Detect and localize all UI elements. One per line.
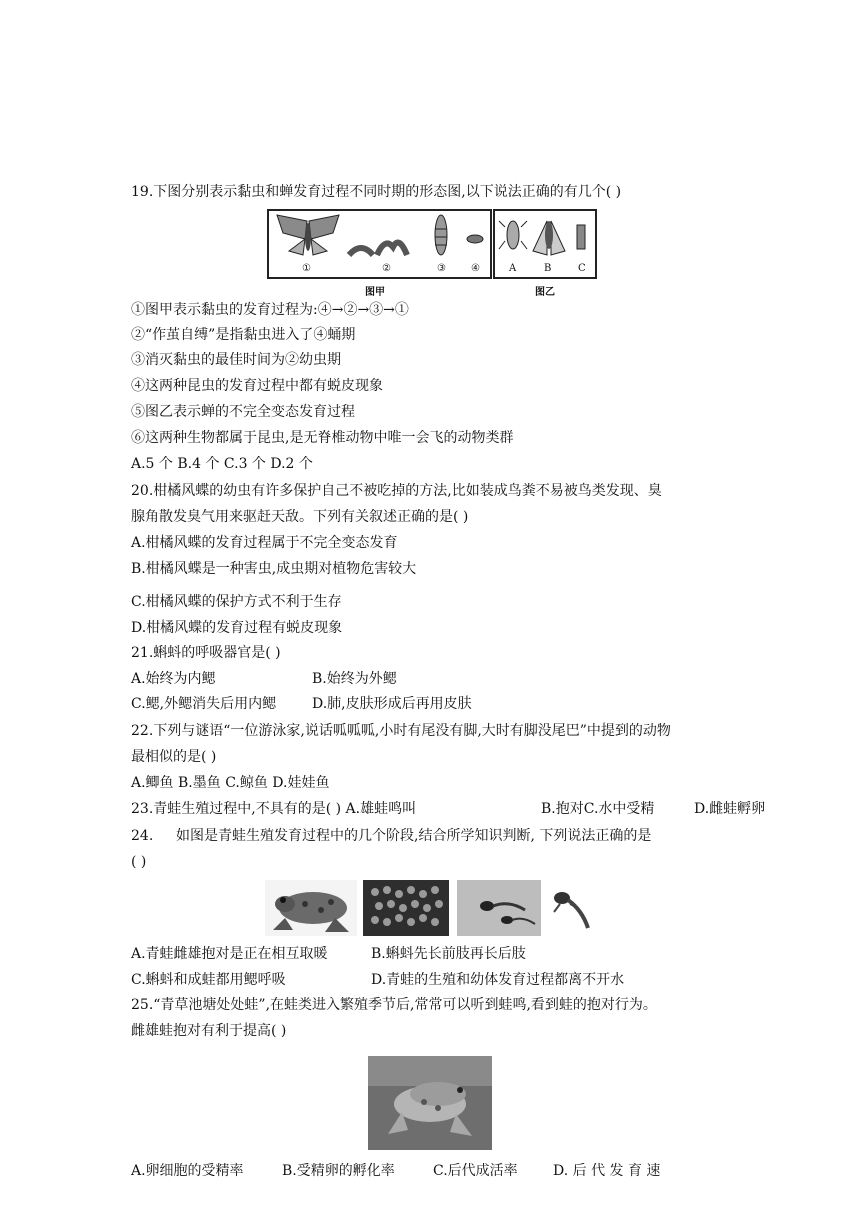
q19-statement-5: ⑤图乙表示蝉的不完全变态发育过程	[131, 404, 355, 420]
adult-frog-photo	[265, 880, 357, 936]
frog-eggs-photo	[363, 880, 449, 936]
q24-stem: 如图是青蛙生殖发育过程中的几个阶段,结合所学知识判断, 下列说法正确的是	[176, 828, 652, 844]
q20-stem-line1: 20.柑橘风蝶的幼虫有许多保护自己不被吃掉的方法,比如装成鸟粪不易被鸟类发现、臭	[131, 483, 662, 499]
q20-option-d: D.柑橘风蝶的发育过程有蜕皮现象	[131, 620, 343, 636]
label-4: ④	[471, 263, 480, 274]
q25-option-b: B.受精卵的孵化率	[282, 1163, 395, 1179]
label-c: C	[578, 263, 586, 274]
q22-stem-line1: 22.下列与谜语“一位游泳家,说话呱呱呱,小时有尾没有脚,大时有脚没尾巴”中提到的动物	[131, 723, 671, 739]
label-a: A	[509, 263, 517, 274]
q19-statement-2: ②“作茧自缚”是指黏虫进入了④蛹期	[131, 327, 356, 343]
q23-option-b: B.抱对C.水中受精	[541, 801, 655, 817]
moth-adult-icon	[277, 215, 339, 255]
q19-statement-6: ⑥这两种生物都属于昆虫,是无脊椎动物中唯一会飞的动物类群	[131, 430, 514, 446]
q19-figure	[267, 209, 597, 299]
froglet-photo	[548, 880, 596, 936]
label-1: ①	[302, 263, 311, 274]
q22-stem-line2: 最相似的是( )	[131, 749, 217, 765]
froglet-icon	[548, 880, 596, 936]
caption-yi: 图乙	[535, 287, 555, 298]
q21-stem: 21.蝌蚪的呼吸器官是( )	[131, 645, 281, 661]
q19-statement-3: ③消灭黏虫的最佳时间为②幼虫期	[131, 352, 341, 368]
q25-stem-line2: 雌雄蛙抱对有利于提高( )	[131, 1023, 287, 1039]
egg-mass-icon	[363, 880, 449, 936]
q23-option-d: D.雌蛙孵卵	[694, 801, 766, 817]
figure-yi-box	[493, 209, 597, 279]
q24-option-c: C.蝌蚪和成蛙都用鳃呼吸	[131, 972, 286, 988]
q20-option-c: C.柑橘风蝶的保护方式不利于生存	[131, 594, 342, 610]
q20-option-b: B.柑橘风蝶是一种害虫,成虫期对植物危害较大	[131, 561, 417, 577]
q24-option-b: B.蝌蚪先长前肢再长后肢	[371, 946, 526, 962]
q20-stem-line2: 腺角散发臭气用来驱赶天敌。下列有关叙述正确的是( )	[131, 509, 469, 525]
caption-jia: 图甲	[365, 287, 385, 298]
tadpole-icon	[457, 880, 541, 936]
figure-jia-box	[267, 209, 492, 279]
q21-option-b: B.始终为外鳃	[312, 671, 397, 687]
q23-stem: 23.青蛙生殖过程中,不具有的是( ) A.雄蛙鸣叫	[131, 801, 417, 817]
q21-option-a: A.始终为内鳃	[131, 671, 216, 687]
q25-option-c: C.后代成活率	[433, 1163, 518, 1179]
q24-option-d: D.青蛙的生殖和幼体发育过程都离不开水	[371, 972, 625, 988]
q25-option-d: D. 后 代 发 育 速	[553, 1163, 661, 1179]
q25-stem-line1: 25.“青草池塘处处蛙”,在蛙类进入繁殖季节后,常常可以听到蛙鸣,看到蛙的抱对行为。	[131, 997, 657, 1013]
q20-option-a: A.柑橘风蝶的发育过程属于不完全变态发育	[131, 535, 398, 551]
cicada-nymph-icon	[499, 221, 527, 249]
q24-number: 24.	[131, 828, 154, 844]
q24-paren: ( )	[131, 854, 147, 870]
q19-stem: 19.下图分别表示黏虫和蝉发育过程不同时期的形态图,以下说法正确的有几个( )	[131, 184, 622, 200]
amplexus-photo	[368, 1056, 492, 1150]
cicada-eggs-icon	[577, 225, 585, 249]
eggs-icon	[467, 235, 483, 243]
frogs-amplexus-icon	[368, 1056, 492, 1150]
larva-icon	[349, 243, 407, 256]
q19-statement-1: ①图甲表示黏虫的发育过程为:④→②→③→①	[131, 302, 409, 318]
q21-option-d: D.肺,皮肤形成后再用皮肤	[312, 696, 472, 712]
frog-icon	[265, 880, 357, 936]
q19-statement-4: ④这两种昆虫的发育过程中都有蜕皮现象	[131, 378, 383, 394]
pupa-icon	[435, 215, 447, 255]
cicada-adult-icon	[533, 221, 565, 255]
q21-option-c: C.鳃,外鳃消失后用内鳃	[131, 696, 277, 712]
tadpoles-photo	[457, 880, 541, 936]
q22-options: A.鲫鱼 B.墨鱼 C.鲸鱼 D.娃娃鱼	[131, 775, 330, 791]
label-3: ③	[437, 263, 446, 274]
q19-options: A.5 个 B.4 个 C.3 个 D.2 个	[131, 456, 313, 472]
label-2: ②	[382, 263, 391, 274]
q25-option-a: A.卵细胞的受精率	[131, 1163, 244, 1179]
label-b: B	[544, 263, 552, 274]
q24-option-a: A.青蛙雌雄抱对是正在相互取暖	[131, 946, 328, 962]
